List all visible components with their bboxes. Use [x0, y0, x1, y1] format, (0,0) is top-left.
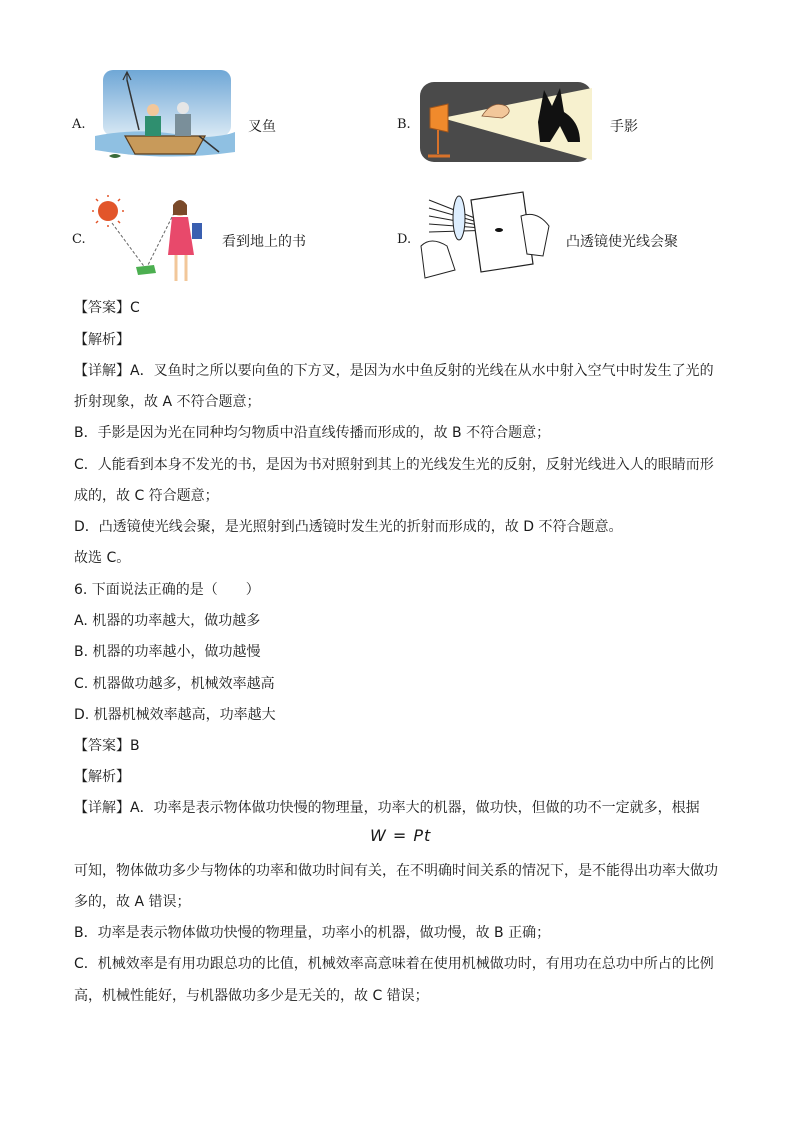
q5-explanation-line: B．手影是因为光在同种均匀物质中沿直线传播而形成的，故 B 不符合题意；	[74, 425, 551, 441]
option-b-letter: B.	[397, 117, 411, 132]
q5-explanation-line: C．人能看到本身不发光的书，是因为书对照射到其上的光线发生光的反射，反射光线进入人的眼睛而形	[74, 457, 714, 473]
q5-explanation-line: 成的，故 C 符合题意；	[74, 488, 219, 504]
option-a-label: 叉鱼	[248, 119, 276, 135]
q6-explanation-line: 【详解】A．功率是表示物体做功快慢的物理量，功率大的机器，做功快，但做的功不一定就多，根据	[74, 800, 700, 816]
convex-lens-illustration	[415, 186, 555, 282]
q6-stem: 6. 下面说法正确的是（ ）	[74, 582, 260, 598]
q6-option-c: C. 机器做功越多，机械效率越高	[74, 676, 275, 692]
q5-explanation-line: D．凸透镜使光线会聚，是光照射到凸透镜时发生光的折射而形成的，故 D 不符合题意。	[74, 519, 623, 535]
q6-explanation-line: 多的，故 A 错误；	[74, 894, 191, 910]
girl-sees-book-illustration	[90, 195, 210, 290]
option-c-label: 看到地上的书	[222, 234, 306, 250]
option-d-label: 凸透镜使光线会聚	[566, 234, 678, 250]
q5-answer: 【答案】C	[74, 300, 140, 316]
q6-explanation-line: 高，机械性能好，与机器做功多少是无关的，故 C 错误；	[74, 988, 429, 1004]
q6-analysis-heading: 【解析】	[74, 769, 130, 785]
fishing-boat-illustration	[95, 70, 235, 166]
q5-explanation-line: 折射现象，故 A 不符合题意；	[74, 394, 261, 410]
option-a-letter: A.	[72, 117, 86, 132]
q6-explanation-line: C．机械效率是有用功跟总功的比值，机械效率高意味着在使用机械做功时，有用功在总功中所占的比例	[74, 956, 714, 972]
q6-explanation-line: B．功率是表示物体做功快慢的物理量，功率小的机器，做功慢，故 B 正确；	[74, 925, 551, 941]
hand-shadow-illustration	[420, 82, 592, 162]
option-d-letter: D.	[397, 232, 412, 247]
option-c-letter: C.	[72, 232, 86, 247]
option-b-label: 手影	[610, 119, 638, 135]
q6-option-d: D. 机器机械效率越高，功率越大	[74, 707, 276, 723]
q6-explanation-line: 可知，物体做功多少与物体的功率和做功时间有关，在不明确时间关系的情况下，是不能得出功率大做功	[74, 863, 718, 879]
q5-explanation-line: 【详解】A．叉鱼时之所以要向鱼的下方叉，是因为水中鱼反射的光线在从水中射入空气中时发生了光的	[74, 363, 714, 379]
q6-answer: 【答案】B	[74, 738, 140, 754]
q5-analysis-heading: 【解析】	[74, 332, 130, 348]
q5-conclusion: 故选 C。	[74, 550, 131, 566]
q6-option-a: A. 机器的功率越大，做功越多	[74, 613, 261, 629]
q6-option-b: B. 机器的功率越小，做功越慢	[74, 644, 261, 660]
power-formula: W = Pt	[370, 826, 432, 845]
